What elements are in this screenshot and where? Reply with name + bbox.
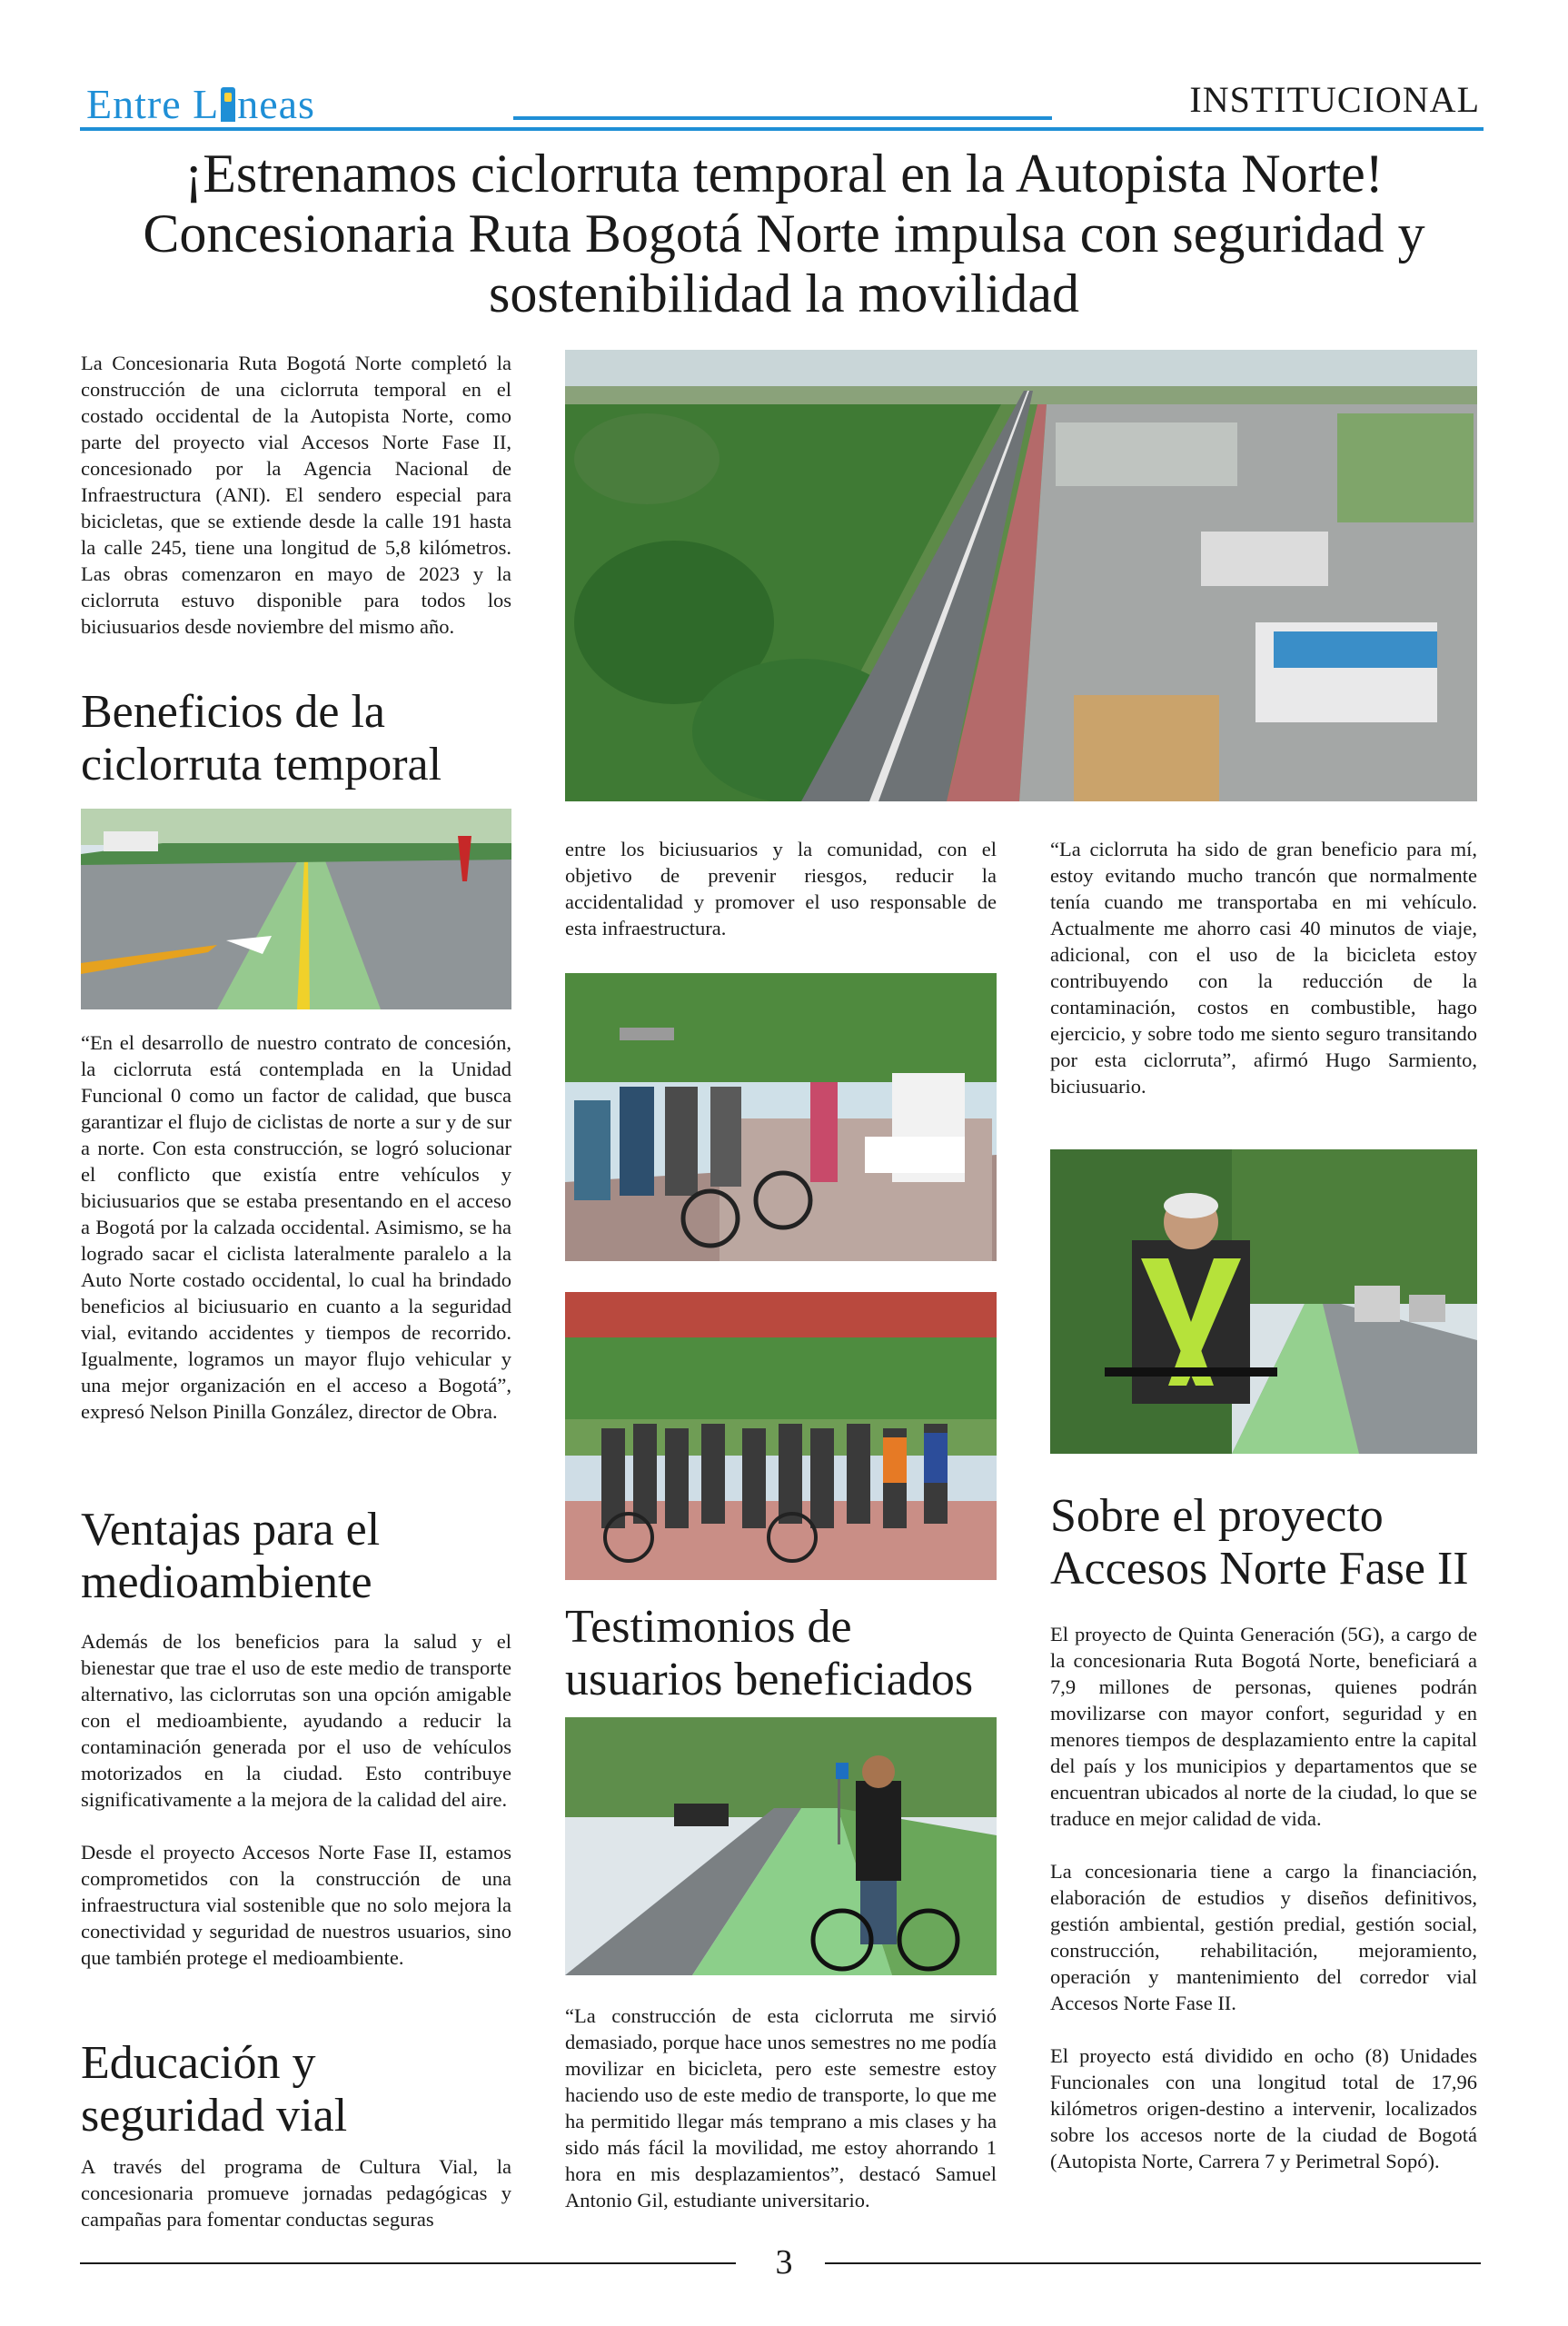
heading-medioambiente [81, 1504, 517, 1609]
medioambiente-paragraph-1: Además de los beneficios para la salud y el bienestar que trae el uso de este medio de transporte alternativo, las ciclorrutas son una opción amigable con el medioambiente, ayudando a reducir la contaminación generada por el uso de vehículos motorizados en la ciudad. Esto contribuye significativamente a la mejora de la calidad del aire. [81, 1630, 511, 1811]
footer-rule-left [80, 2262, 736, 2264]
continuation-text: entre los biciusuarios y la comunidad, con el objetivo de prevenir riesgos, reducir la accidentalidad y promover el uso responsable de esta infraestructura. [565, 838, 997, 939]
photo-student-cyclist [565, 1717, 997, 1975]
proyecto-paragraph-2: La concesionaria tiene a cargo la financiación, elaboración de estudios y diseños definitivos, gestión ambiental, gestión predial, gestión social, construcción, rehabilitación, mejoramiento, operación y mantenimiento del corredor vial Accesos Norte Fase II. [1050, 1860, 1477, 2014]
intro-paragraph [81, 350, 511, 640]
heading-educacion [81, 2037, 517, 2142]
heading-testimonios [565, 1601, 1001, 1706]
headline-line-1: ¡Estrenamos ciclorruta temporal en la Autopista Norte! [184, 144, 1384, 204]
logo-text-part2: neas [237, 81, 315, 127]
publication-logo [86, 80, 315, 128]
beneficios-body [81, 1029, 511, 1425]
heading-beneficios [81, 686, 517, 791]
logo-text-part1: Entre L [86, 81, 220, 127]
heading-beneficios-line1: Beneficios de la [81, 686, 385, 738]
heading-educacion-line2: seguridad vial [81, 2090, 348, 2142]
heading-testimonios-line2: usuarios beneficiados [565, 1654, 974, 1705]
photo-cyclists-event [565, 973, 997, 1261]
proyecto-paragraph-1: El proyecto de Quinta Generación (5G), a cargo de la concesionaria Ruta Bogotá Norte, beneficiará a 7,9 millones de personas, quienes podrán movilizarse con mayor confort, seguridad y en menores tiempos de desplazamiento entre la capital del país y los municipios y departamentos que se encuentran ubicados al norte de la ciudad, lo que se traduce en mejor calidad de vida. [1050, 1623, 1477, 1830]
photo-bike-lane-road [81, 809, 511, 1009]
proyecto-paragraph-3: El proyecto está dividido en ocho (8) Unidades Funcionales con una longitud total de 17,96 kilómetros origen-destino a intervenir, localizados sobre los accesos norte de la ciudad de Bogotá (Autopista Norte, Carrera 7 y Perimetral Sopó). [1050, 2044, 1477, 2172]
middle-continuation [565, 836, 997, 941]
photo-group-with-bikes [565, 1292, 997, 1580]
heading-proyecto [1050, 1490, 1486, 1595]
headline-line-3: sostenibilidad la movilidad [489, 263, 1079, 323]
medioambiente-paragraph-2: Desde el proyecto Accesos Norte Fase II, estamos comprometidos con la construcción de una infraestructura vial sostenible que no solo mejora la conectividad y seguridad de nuestros usuarios, sino que también protege el medioambiente. [81, 1841, 511, 1969]
heading-medioambiente-line2: medioambiente [81, 1556, 372, 1608]
testimonio-samuel [565, 2003, 997, 2213]
educacion-text: A través del programa de Cultura Vial, la concesionaria promueve jornadas pedagógicas y campañas para fomentar conductas seguras [81, 2155, 511, 2231]
heading-educacion-line1: Educación y [81, 2037, 316, 2089]
educacion-body [81, 2153, 511, 2232]
header-divider [80, 127, 1484, 131]
photo-hugo-cyclist [1050, 1149, 1477, 1454]
footer-rule-right [825, 2262, 1481, 2264]
photo-aerial-autopista [565, 350, 1477, 801]
headline-line-2: Concesionaria Ruta Bogotá Norte impulsa con seguridad y [143, 204, 1425, 263]
heading-proyecto-line1: Sobre el proyecto [1050, 1490, 1384, 1542]
heading-proyecto-line2: Accesos Norte Fase II [1050, 1543, 1469, 1595]
header-accent-rule [513, 116, 1052, 120]
heading-medioambiente-line1: Ventajas para el [81, 1504, 381, 1556]
section-label: INSTITUCIONAL [1189, 79, 1480, 120]
heading-testimonios-line1: Testimonios de [565, 1601, 852, 1653]
testimonio-hugo-text: “La ciclorruta ha sido de gran beneficio para mí, estoy evitando mucho trancón que normalmente tenía cuando me transportaba en mi vehículo. Actualmente me ahorro casi 40 minutos de viaje, adicional, con el uso de la bicicleta estoy contribuyendo con la reducción de la contaminación, costos en combustible, hago ejercicio, y sobre todo me siento seguro transitando por esta ciclorruta”, afirmó Hugo Sarmiento, biciusuario. [1050, 838, 1477, 1098]
intro-text: La Concesionaria Ruta Bogotá Norte completó la construcción de una ciclorruta temporal en el costado occidental de la Autopista Norte, como parte del proyecto vial Accesos Norte Fase II, concesionado por la Agencia Nacional de Infraestructura (ANI). El sendero especial para bicicletas, que se extiende desde la calle 191 hasta la calle 245, tiene una longitud de 5,8 kilómetros. Las obras comenzaron en mayo de 2023 y la ciclorruta estuvo disponible para todos los biciusuarios desde noviembre del mismo año. [81, 352, 511, 638]
testimonio-samuel-text: “La construcción de esta ciclorruta me sirvió demasiado, porque hace unos semestres no me podía movilizar en bicicleta, pero este semestre estoy haciendo uso de este medio de transporte, lo que me ha permitido llegar más temprano a mis clases y ha sido más fácil la movilidad, me estoy ahorrando 1 hora en mis desplazamientos”, destacó Samuel Antonio Gil, estudiante universitario. [565, 2004, 997, 2212]
medioambiente-body [81, 1628, 511, 1971]
testimonio-hugo [1050, 836, 1477, 1099]
page-number: 3 [775, 2243, 793, 2281]
lamp-post-icon [221, 87, 235, 122]
heading-beneficios-line2: ciclorruta temporal [81, 739, 442, 790]
article-headline [80, 144, 1488, 323]
proyecto-body [1050, 1621, 1477, 2174]
beneficios-text: “En el desarrollo de nuestro contrato de concesión, la ciclorruta está contemplada en la Unidad Funcional 0 como un factor de calidad, que busca garantizar el flujo de ciclistas de norte a sur y de sur a norte. Con esta construcción, se logró solucionar el conflicto que existía entre vehículos y biciusuarios que se estaba presentando en el acceso a Bogotá por la calzada occidental. Asimismo, se ha logrado sacar el ciclista lateralmente paralelo a la Auto Norte costado occidental, lo cual ha brindado beneficios al biciusuario en cuanto a la seguridad vial, evitando accidentes y tiempos de recorrido. Igualmente, logramos un mayor flujo vehicular y una mejor organización en el acceso a Bogotá”, expresó Nelson Pinilla González, director de Obra. [81, 1031, 511, 1423]
